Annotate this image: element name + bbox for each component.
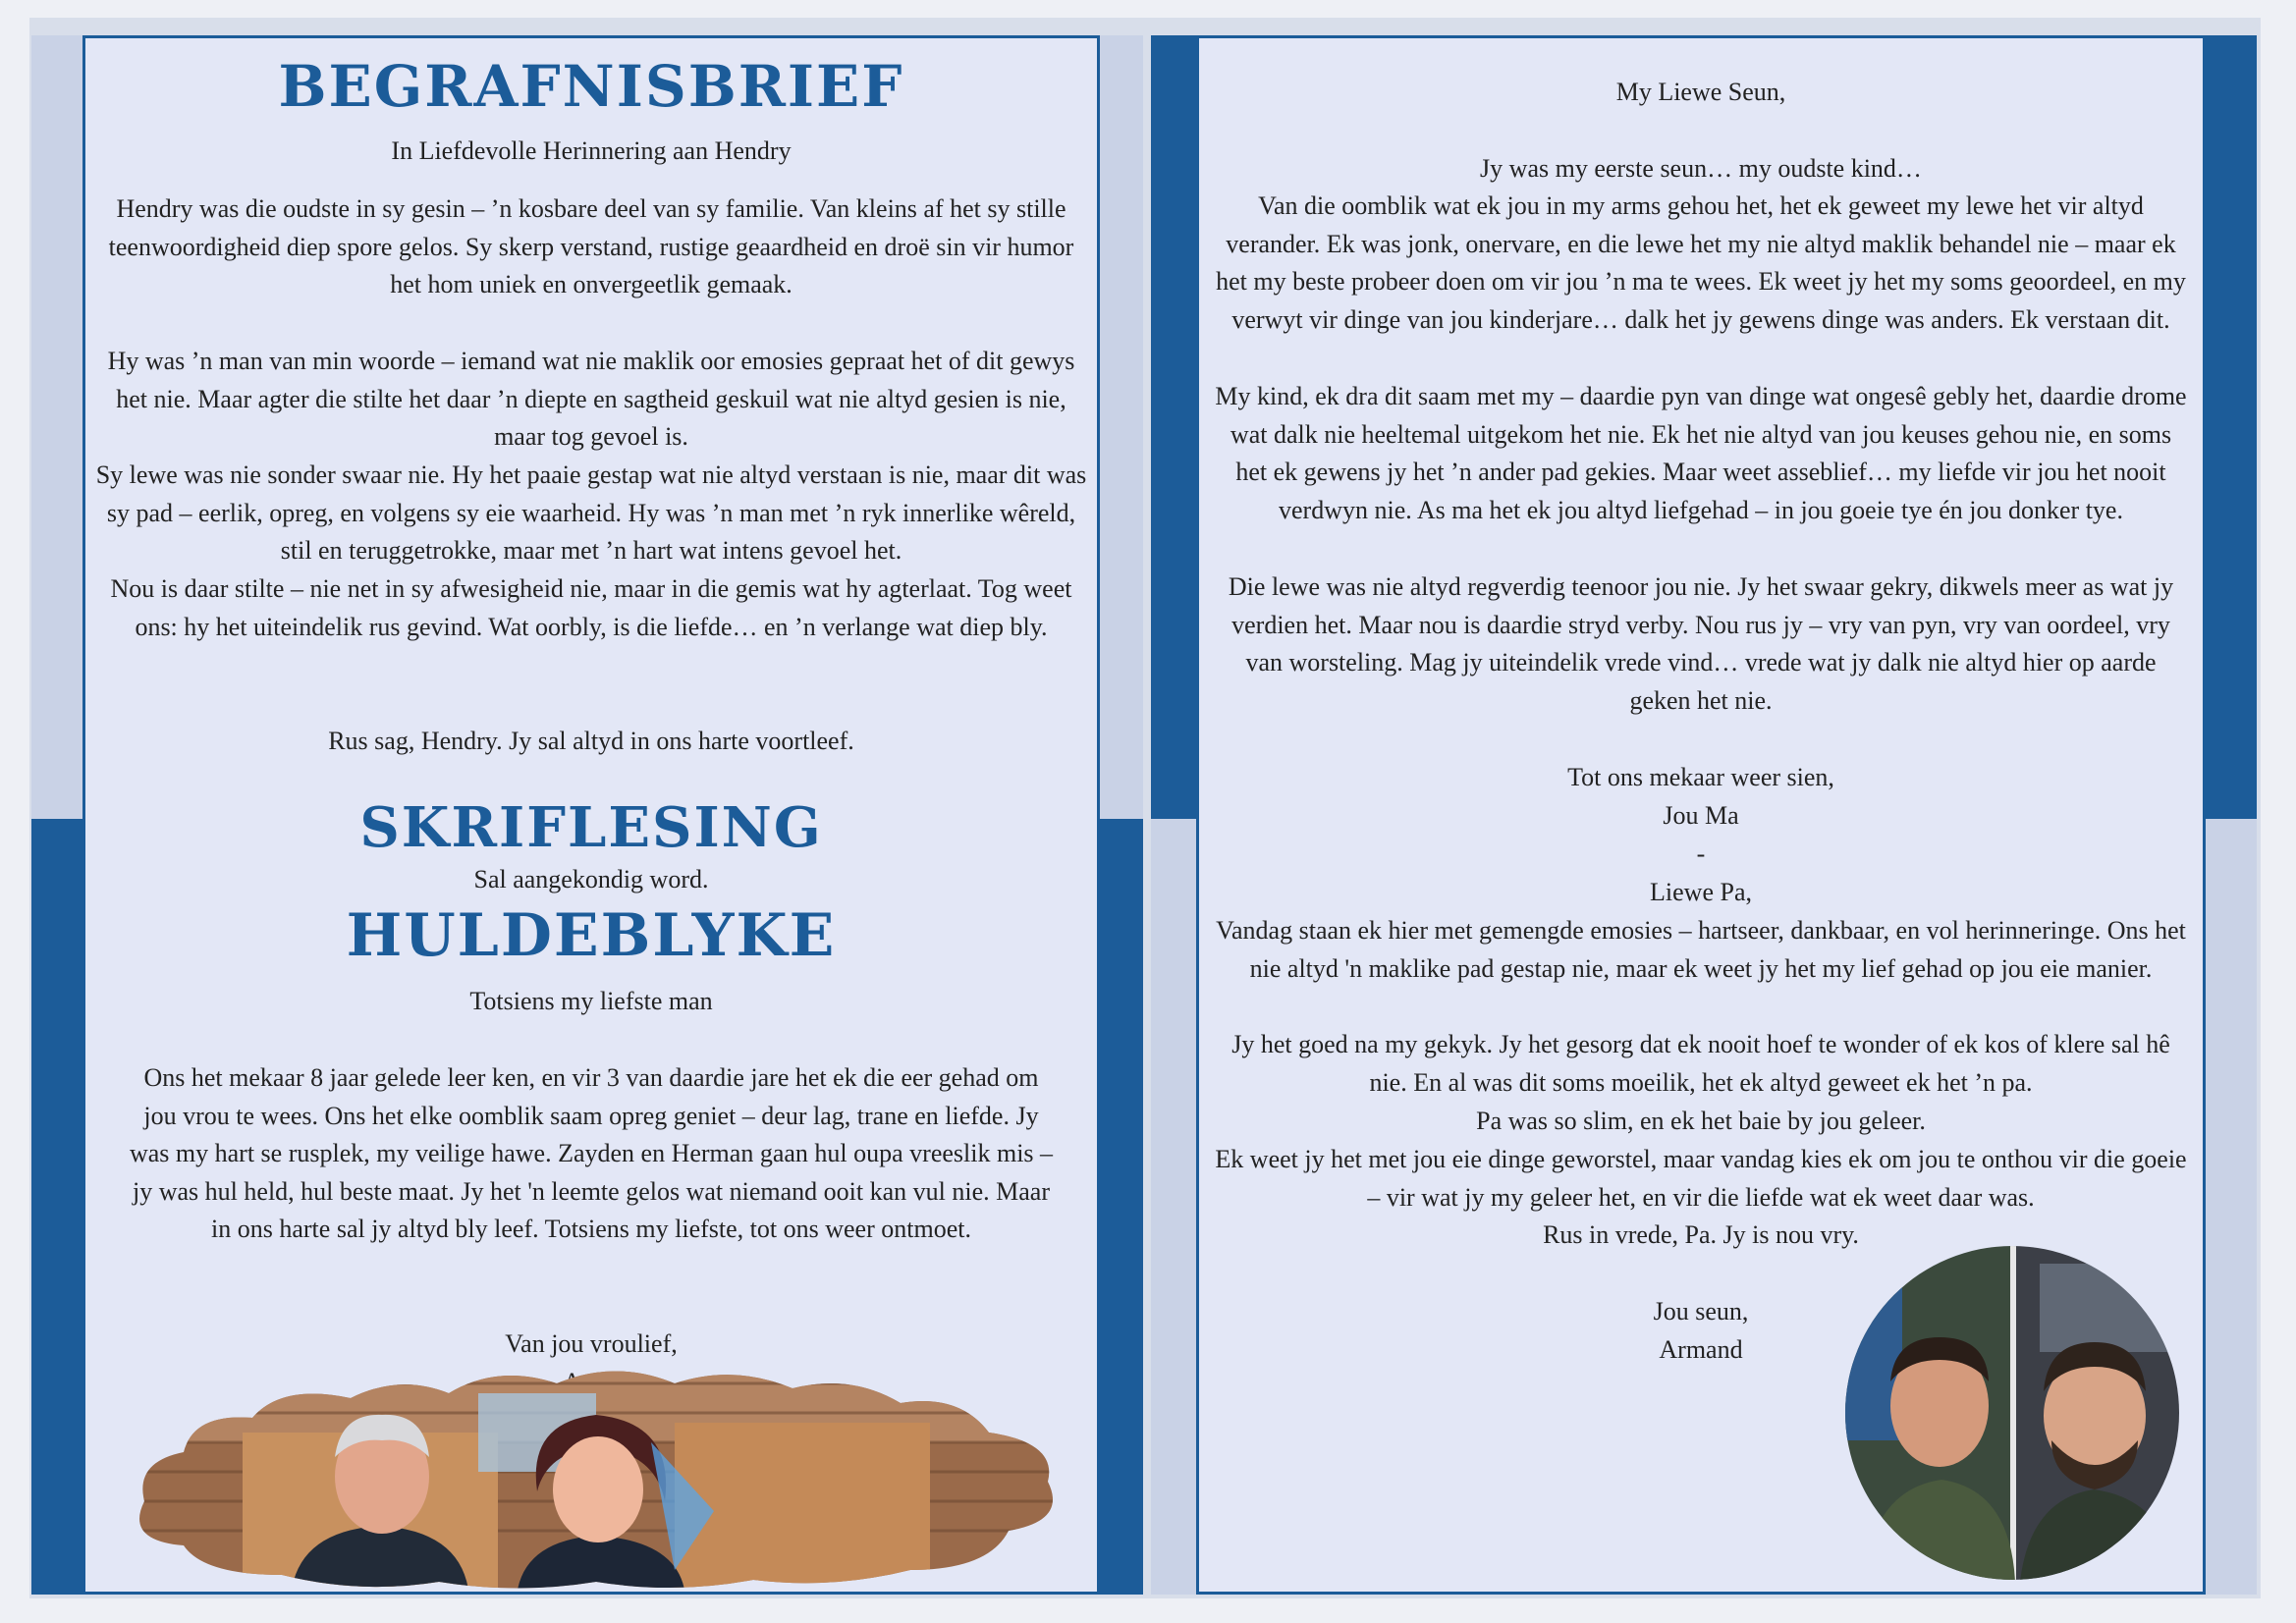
mother-letter-paragraph-2: Van die oomblik wat ek jou in my arms gehou het, het ek geweet my lewe het vir altyd verander. Ek was jonk, onervare, en die lewe het my nie altyd maklik behandel nie – maar ek het my beste probeer doen om vir jou ’n ma te wees. Ek weet jy het my soms geoordeel, en my verwyt vir dinge van jou kinderjare… dalk het jy gewens dinge was anders. Ek verstaan dit. — [1216, 191, 2186, 334]
memorial-closing: Rus sag, Hendry. Jy sal altyd in ons harte voortleef. — [328, 727, 854, 755]
mother-letter-paragraph-1: Jy was my eerste seun… my oudste kind… — [1480, 154, 1922, 183]
left-outer-band-light — [31, 35, 82, 819]
left-page — [82, 35, 1100, 1595]
left-outer-band-dark — [31, 819, 82, 1595]
right-inner-band-dark — [1151, 35, 1196, 819]
wife-signoff: Van jou vroulief, — [505, 1329, 678, 1358]
mother-letter-paragraph-4: Die lewe was nie altyd regverdig teenoor jou nie. Jy het swaar gekry, dikwels meer as wat jy verdien het. Maar nou is daardie stryd verby. Nou rus jy – vry van pyn, vry van oordeel, vry van worsteling. Mag jy uiteindelik vrede vind… vrede wat jy dalk nie altyd hier op aarde geken het nie. — [1228, 572, 2174, 715]
left-inner-band-light — [1100, 35, 1143, 819]
right-inner-band-light — [1151, 819, 1196, 1595]
memorial-subtitle: In Liefdevolle Herinnering aan Hendry — [391, 136, 792, 165]
memorial-paragraph-2: Hy was ’n man van min woorde – iemand wat nie maklik oor emosies gepraat het of dit gewys het nie. Maar agter die stilte het daar ’n diepte en sagtheid geskuil wat nie altyd gesien is nie, maar tog gevoel is. — [107, 347, 1075, 452]
son-signoff: Jou seun, — [1653, 1297, 1749, 1325]
son-letter-paragraph-3: Pa was so slim, en ek het baie by jou geleer. — [1476, 1107, 1926, 1135]
left-inner-band-dark — [1100, 819, 1143, 1595]
section-separator: - — [1696, 839, 1706, 868]
son-signature: Armand — [1659, 1335, 1743, 1364]
couple-photo — [125, 1354, 1067, 1590]
tributes-title: HULDEBLYKE — [346, 901, 837, 970]
memorial-paragraph-1: Hendry was die oudste in sy gesin – ’n kosbare deel van sy familie. Van kleins af het sy stille teenwoordigheid diep spore gelos. Sy skerp verstand, rustige geaardheid en droë sin vir humor het hom uniek en onvergeetlik gemaak. — [108, 194, 1074, 299]
wife-tribute: Ons het mekaar 8 jaar gelede leer ken, en vir 3 van daardie jare het ek die eer gehad om jou vrou te wees. Ons het elke oomblik saam opreg geniet – deur lag, trane en liefde. Jy was my hart se rusplek, my veilige hawe. Zayden en Herman gaan hul oupa vreeslik mis – jy was hul held, hul beste maat. Jy het 'n leemte gelos wat niemand ooit kan vul nie. Maar in ons harte sal jy altyd bly leef. Totsiens my liefste, tot ons weer ontmoet. — [129, 1063, 1054, 1244]
son-letter-paragraph-1: Vandag staan ek hier met gemengde emosies – hartseer, dankbaar, en vol herinneringe. Ons het nie altyd 'n maklike pad gestap nie, maar ek weet jy het my lief gehad op jou eie manier. — [1216, 916, 2186, 983]
memorial-paragraph-4: Nou is daar stilte – nie net in sy afwesigheid nie, maar in die gemis wat hy agterlaat. Tog weet ons: hy het uiteindelik rus gevind. Wat oorbly, is die liefde… en ’n verlange wat diep bly. — [110, 574, 1072, 641]
scripture-reading-text: Sal aangekondig word. — [473, 865, 709, 893]
tribute-subtitle: Totsiens my liefste man — [469, 987, 713, 1015]
mother-signoff: Tot ons mekaar weer sien, — [1567, 763, 1834, 791]
father-greeting: Liewe Pa, — [1650, 878, 1752, 906]
mother-signature: Jou Ma — [1663, 801, 1739, 830]
right-outer-band-dark — [2206, 35, 2257, 819]
right-outer-band-light — [2206, 819, 2257, 1595]
son-letter-paragraph-4: Ek weet jy het met jou eie dinge geworstel, maar vandag kies ek om jou te onthou vir die goeie – vir wat jy my geleer het, en vir die liefde wat ek weet daar was. — [1215, 1145, 2187, 1212]
scripture-reading-title: SKRIFLESING — [359, 795, 823, 860]
right-page — [1196, 35, 2206, 1595]
memorial-paragraph-3: Sy lewe was nie sonder swaar nie. Hy het paaie gestap wat nie altyd verstaan is nie, maar dit was sy pad – eerlik, opreg, en volgens sy eie waarheid. Hy was ’n man met ’n ryk innerlike wêreld, stil en teruggetrokke, maar met ’n hart wat intens gevoel het. — [95, 460, 1087, 566]
son-letter-paragraph-2: Jy het goed na my gekyk. Jy het gesorg dat ek nooit hoef te wonder of ek kos of klere sal hê nie. En al was dit soms moeilik, het ek altyd geweet ek het ’n pa. — [1231, 1030, 2170, 1097]
mother-letter-paragraph-3: My kind, ek dra dit saam met my – daardie pyn van dinge wat ongesê gebly het, daardie drome wat dalk nie heeltemal uitgekom het nie. Ek het nie altyd van jou keuses gehou nie, en soms het ek gewens jy het ’n ander pad gekies. Maar weet asseblief… my liefde vir jou het nooit verdwyn nie. As ma het ek jou altyd liefgehad – in jou goeie tye én jou donker tye. — [1215, 382, 2187, 524]
father-son-photo — [1843, 1244, 2181, 1582]
funeral-letter-title: BEGRAFNISBRIEF — [278, 53, 904, 120]
son-greeting: My Liewe Seun, — [1615, 78, 1786, 106]
father-closing: Rus in vrede, Pa. Jy is nou vry. — [1543, 1220, 1859, 1249]
